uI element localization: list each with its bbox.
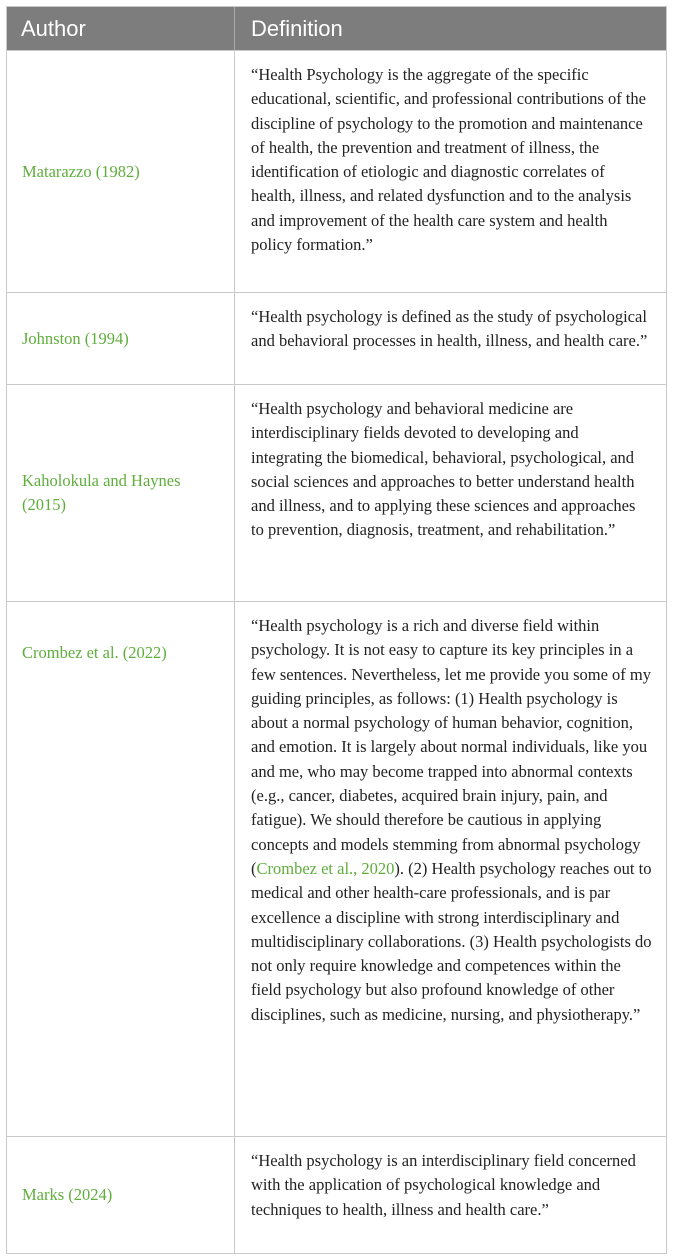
author-link-matarazzo[interactable]: Matarazzo (1982)	[7, 51, 235, 292]
definition-text-part: “Health psychology is a rich and diverse field within psychology. It is not easy to capture its key principles in a few sentences. Nevertheless, let me provide you some of my guiding principles, as follows: (1) Health psychology is about a normal psychology of human behavior, cognition, and emotion. It is largely about normal individuals, like you and me, who may become trapped into abnormal contexts (e.g., cancer, diabetes, acquired brain injury, pain, and fatigue). We should therefore be cautious in applying concepts and models stemming from abnormal psychology (	[251, 616, 652, 878]
definition-text: “Health Psychology is the aggregate of the specific educational, scientific, and professional contributions of the discipline of psychology to the promotion and maintenance of health, the prevention and treatment of illness, the identification of etiologic and diagnostic correlates of health, illness, and related dysfunction and to the analysis and improvement of the health care system and health policy formation.”	[251, 65, 646, 255]
table-row	[7, 1136, 666, 1253]
author-link-johnston[interactable]: Johnston (1994)	[7, 293, 235, 384]
column-header-definition: Definition	[251, 15, 343, 41]
citation-link[interactable]: Crombez et al., 2020	[256, 858, 395, 878]
definitions-table	[6, 6, 667, 1254]
table-header	[7, 7, 666, 50]
table-row	[7, 601, 666, 1136]
definition-text: “Health psychology and behavioral medicine are interdisciplinary fields devoted to developing and integrating the biomedical, behavioral, psychological, and social sciences and approaches to better understand health and illness, and to applying these sciences and approaches to prevention, diagnosis, treatment, and rehabilitation.”	[251, 399, 636, 540]
table-row	[7, 384, 666, 601]
definition-text: “Health psychology is an interdisciplinary field concerned with the application of psychological knowledge and techniques to health, illness and health care.”	[251, 1151, 636, 1219]
author-link-crombez[interactable]	[7, 602, 235, 1136]
table-row	[7, 50, 666, 292]
column-header-author: Author	[7, 7, 235, 50]
author-label[interactable]: Crombez et al. (2022)	[22, 643, 167, 662]
definition-text	[235, 602, 666, 1136]
author-link-marks[interactable]: Marks (2024)	[7, 1137, 235, 1253]
definition-text: “Health psychology is defined as the study of psychological and behavioral processes in health, illness, and health care.”	[251, 307, 648, 351]
author-link-kaholokula-haynes[interactable]: Kaholokula and Haynes (2015)	[7, 385, 235, 601]
definition-text-part: ). (2) Health psychology reaches out to medical and other health-care professionals, and is par excellence a discipline with strong interdisciplinary and multidisciplinary collaborations. (3) Health psychologists do not only require knowledge and competences within the field psychology but also profound knowledge of other disciplines, such as medicine, nursing, and physiotherapy.”	[251, 858, 652, 1024]
table-row	[7, 292, 666, 384]
